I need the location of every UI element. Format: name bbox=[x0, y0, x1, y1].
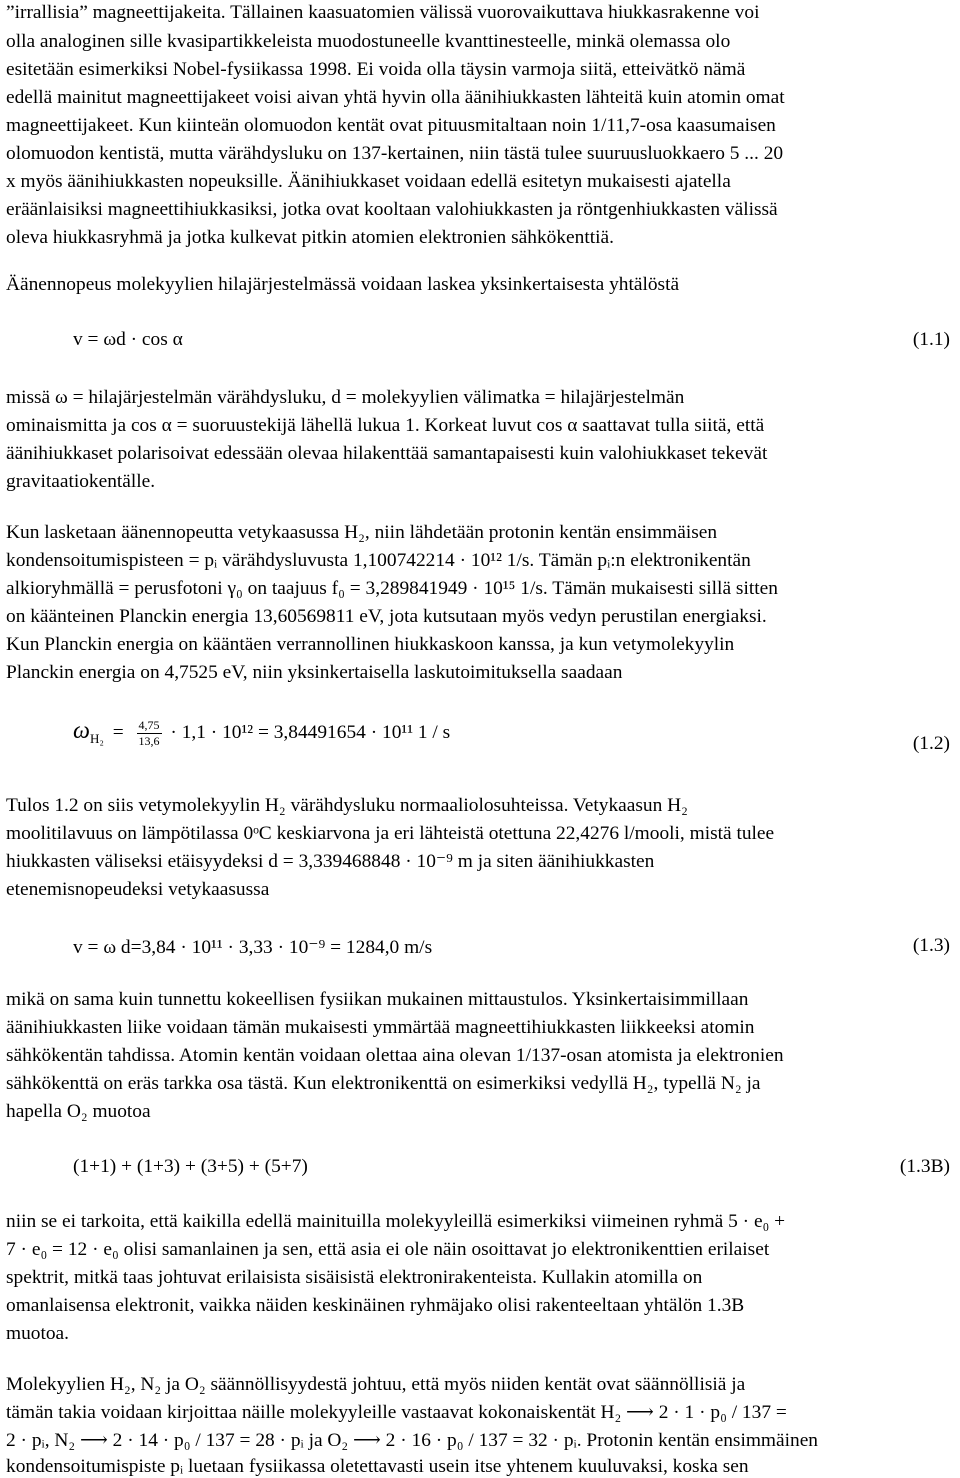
text-line: sähkökentän tahdissa. Atomin kentän voidaan olettaa aina olevan 1/137-osan atomista ja elektronien bbox=[6, 1045, 784, 1066]
text-line: sähkökenttä on eräs tarkka osa tästä. Kun elektronikenttä on esimerkiksi vedyllä H₂, typellä N₂ ja bbox=[6, 1073, 761, 1094]
text-line: Äänennopeus molekyylien hilajärjestelmässä voidaan laskea yksinkertaisesta yhtälöstä bbox=[6, 274, 680, 295]
text-line: Kun Planckin energia on kääntäen verrannollinen hiukkaskoon kanssa, ja kun vetymolekyylin bbox=[6, 634, 735, 655]
text-line: on käänteinen Planckin energia 13,60569811 eV, jota kutsutaan myös vedyn perustilan energiaksi. bbox=[6, 606, 767, 627]
text-line: 7 · e₀ = 12 · e₀ olisi samanlainen ja sen, että asia ei ole näin osoittavat jo elektronikenttien erilaiset bbox=[6, 1239, 770, 1260]
fraction bbox=[137, 718, 162, 749]
text-line: missä ω = hilajärjestelmän värähdysluku, d = molekyylien välimatka = hilajärjestelmän bbox=[6, 387, 685, 408]
text-line: tämän takia voidaan kirjoittaa näille molekyyleille vastaavat kokonaiskentät H₂ ⟶ 2 · 1 · p₀ / 137 = bbox=[6, 1402, 787, 1423]
text-line: omanlaisensa elektronit, vaikka näiden keskinäinen ryhmäjako olisi rakenteeltaan yhtälön 1.3B bbox=[6, 1295, 745, 1316]
omega-symbol: ω bbox=[73, 718, 90, 744]
text-line: kondensoitumispiste pᵢ luetaan fysiikassa oletettavasti usein itse yhtenem kuuluvaksi, koska sen bbox=[6, 1456, 749, 1477]
text-line: magneettijakeet. Kun kiinteän olomuodon kentät ovat pituusmitaltaan noin 1/11,7-osa kaasumaisen bbox=[6, 115, 776, 136]
text-line: ”irrallisia” magneettijakeita. Tällainen kaasuatomien välissä vuorovaikuttava hiukkasrakenne voi bbox=[6, 2, 760, 23]
text-line: mikä on sama kuin tunnettu kokeellisen fysiikan mukainen mittaustulos. Yksinkertaisimmillaan bbox=[6, 989, 749, 1010]
text-line: gravitaatiokentälle. bbox=[6, 471, 156, 492]
text-line: ominaismitta ja cos α = suoruustekijä lähellä lukua 1. Korkeat luvut cos α saattavat tulla siitä, että bbox=[6, 415, 765, 436]
equation-rhs: · 1,1 · 10¹² = 3,84491654 · 10¹¹ 1 / s bbox=[170, 722, 451, 743]
text-line: Kun lasketaan äänennopeutta vetykaasussa H₂, niin lähdetään protonin kentän ensimmäisen bbox=[6, 522, 718, 543]
equation-number: (1.2) bbox=[912, 733, 950, 754]
text-line: alkioryhmällä = perusfotoni γ₀ on taajuus f₀ = 3,289841949 · 10¹⁵ 1/s. Tämän mukaisesti sillä sitten bbox=[6, 578, 778, 599]
equation-number: (1.3) bbox=[912, 935, 950, 956]
text-line: hapella O₂ muotoa bbox=[6, 1101, 151, 1122]
text-line: spektrit, mitkä taas johtuvat erilaisista sisäisistä elektronirakenteista. Kullakin atomilla on bbox=[6, 1267, 703, 1288]
text-line: etenemisnopeudeksi vetykaasussa bbox=[6, 879, 270, 900]
text-line: Planckin energia on 4,7525 eV, niin yksinkertaisella laskutoimituksella saadaan bbox=[6, 662, 623, 683]
text-line: 2 · pᵢ, N₂ ⟶ 2 · 14 · p₀ / 137 = 28 · pᵢ ja O₂ ⟶ 2 · 16 · p₀ / 137 = 32 · pᵢ. Protonin kentän ensimmäinen bbox=[6, 1430, 818, 1451]
text-line: olomuodon kentistä, mutta värähdysluku on 137-kertainen, niin tästä tulee suuruusluokkaero 5 ... 20 bbox=[6, 143, 784, 164]
equation-number: (1.1) bbox=[912, 329, 950, 350]
text-line: oleva hiukkasryhmä ja jotka kulkevat pitkin atomien elektronien sähkökenttiä. bbox=[6, 227, 614, 248]
equation-1-3: v = ω d=3,84 · 10¹¹ · 3,33 · 10⁻⁹ = 1284,0 m/s bbox=[73, 937, 433, 958]
equation-1-3b: (1+1) + (1+3) + (3+5) + (5+7) bbox=[73, 1156, 308, 1177]
text-line: muotoa. bbox=[6, 1323, 70, 1344]
equation-1-2: $\omega_{H_2}$ = $\frac{4,75}{13,6}$ · 1,1 · 10¹² = 3,84491654 · 10¹¹ 1 / s bbox=[73, 718, 451, 749]
text-line: Tulos 1.2 on siis vetymolekyylin H₂ värähdysluku normaaliolosuhteissa. Vetykaasun H₂ bbox=[6, 795, 688, 816]
text-line: esitetään esimerkiksi Nobel-fysiikassa 1998. Ei voida olla täysin varmoja siitä, etteivätkö nämä bbox=[6, 59, 746, 80]
text-line: kondensoitumispisteen = pᵢ värähdysluvusta 1,100742214 · 10¹² 1/s. Tämän pᵢ:n elektronikentän bbox=[6, 550, 751, 571]
text-line: Molekyylien H₂, N₂ ja O₂ säännöllisyydestä johtuu, että myös niiden kentät ovat säännöllisiä ja bbox=[6, 1374, 746, 1395]
text-line: olla analoginen sille kvasipartikkeleista muodostuneelle kvanttinesteelle, minkä olemassa olo bbox=[6, 31, 731, 52]
subscript: H₂ bbox=[89, 730, 104, 746]
equation-1-1: v = ωd · cos α bbox=[73, 329, 183, 350]
text-line: hiukkasten väliseksi etäisyydeksi d = 3,339468848 · 10⁻⁹ m ja siten äänihiukkasten bbox=[6, 851, 655, 872]
fraction-numerator: 4,75 bbox=[138, 718, 160, 733]
text-line: moolitilavuus on lämpötilassa 0ᵒC keskiarvona ja eri lähteistä otettuna 22,4276 l/mooli, mistä tulee bbox=[6, 823, 775, 844]
text-line: eräänlaisiksi magneettihiukkasiksi, jotka ovat kooltaan valohiukkasten ja röntgenhiukkasten välissä bbox=[6, 199, 778, 220]
text-line: äänihiukkaset polarisoivat edessään olevaa hilakenttää samantapaisesti kuin valohiukkaset tekevät bbox=[6, 443, 768, 464]
equation-number: (1.3B) bbox=[899, 1156, 950, 1177]
fraction-denominator: 13,6 bbox=[138, 734, 160, 749]
text-line: niin se ei tarkoita, että kaikilla edellä mainituilla molekyyleillä esimerkiksi viimeinen ryhmä 5 · e₀ + bbox=[6, 1211, 786, 1232]
text-line: edellä mainitut magneettijakeet voisi aivan yhtä hyvin olla äänihiukkasten lähteitä kuin atomin omat bbox=[6, 87, 785, 108]
text-line: äänihiukkasten liike voidaan tämän mukaisesti ymmärtää magneettihiukkasten liikkeeksi atomin bbox=[6, 1017, 755, 1038]
text-line: x myös äänihiukkasten nopeuksille. Äänihiukkaset voidaan edellä esitetyn mukaisesti ajatella bbox=[6, 171, 731, 192]
